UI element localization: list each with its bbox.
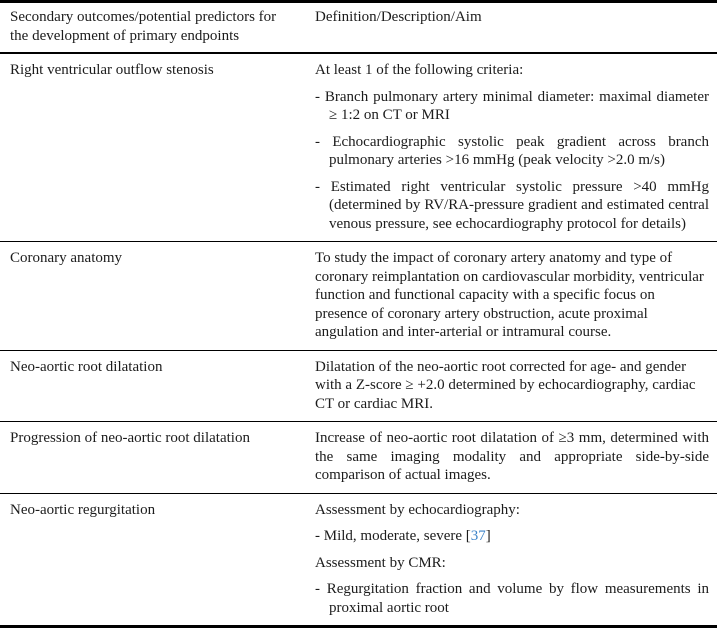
outcome-cell: Coronary anatomy bbox=[10, 250, 123, 266]
table-header-row bbox=[0, 2, 717, 54]
table-body bbox=[0, 53, 717, 627]
definition-cell bbox=[305, 422, 717, 494]
definition-paragraph: Assessment by CMR: bbox=[315, 554, 446, 571]
definition-paragraph: Assessment by echocardiography: bbox=[315, 501, 520, 518]
definition-bullet: - Estimated right ventricular systolic pressure >40 mmHg (determined by RV/RA-pressure gradient and estimated central venous pressure, see echocardiography protocol for details) bbox=[315, 178, 709, 232]
table-row bbox=[0, 350, 717, 422]
citation-link-37[interactable]: 37 bbox=[470, 528, 486, 544]
header-col-outcomes: Secondary outcomes/potential predictors for the development of primary endpoints bbox=[10, 9, 277, 44]
outcome-cell: Neo-aortic root dilatation bbox=[10, 358, 163, 375]
definition-cell bbox=[305, 493, 717, 627]
table-row bbox=[0, 493, 717, 627]
table-row bbox=[0, 422, 717, 494]
definition-cell bbox=[305, 242, 717, 351]
outcome-cell: Progression of neo-aortic root dilatation bbox=[10, 430, 250, 446]
table-row bbox=[0, 53, 717, 242]
definition-bullet: - Branch pulmonary artery minimal diameter: maximal diameter ≥ 1:2 on CT or MRI bbox=[315, 88, 709, 123]
definition-bullet: - Mild, moderate, severe [37] bbox=[315, 528, 491, 544]
definition-paragraph: At least 1 of the following criteria: bbox=[315, 62, 524, 78]
header-col-definition: Definition/Description/Aim bbox=[315, 9, 482, 25]
definition-cell bbox=[305, 53, 717, 242]
outcome-cell: Right ventricular outflow stenosis bbox=[10, 62, 214, 78]
definition-paragraph: Dilatation of the neo-aortic root corrected for age- and gender with a Z-score ≥ +2.0 determined by echocardiography, cardiac CT or cardiac MRI. bbox=[315, 358, 696, 412]
definition-bullet: - Echocardiographic systolic peak gradient across branch pulmonary arteries >16 mmHg (peak velocity >2.0 m/s) bbox=[315, 133, 709, 168]
outcome-cell: Neo-aortic regurgitation bbox=[10, 501, 156, 518]
definition-paragraph: Increase of neo-aortic root dilatation of ≥3 mm, determined with the same imaging modality and appropriate side-by-side comparison of actual images. bbox=[315, 430, 709, 483]
definition-cell bbox=[305, 350, 717, 422]
definition-paragraph: To study the impact of coronary artery anatomy and type of coronary reimplantation on cardiovascular morbidity, ventricular function and functional capacity with a specific focus on presence of coronary artery obstruction, acute proximal angulation and inter-arterial or intramural course. bbox=[315, 250, 704, 340]
table-row bbox=[0, 242, 717, 351]
definition-bullet: - Regurgitation fraction and volume by flow measurements in proximal aortic root bbox=[315, 581, 709, 616]
